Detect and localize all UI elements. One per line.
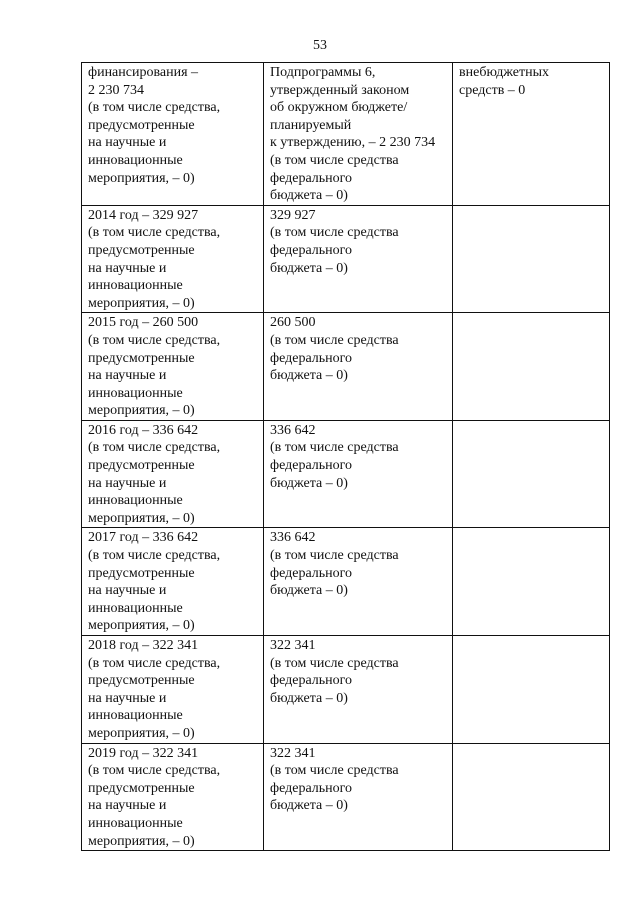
cell-text-line: мероприятия, – 0) <box>88 403 195 419</box>
table-row <box>82 528 610 636</box>
cell-text-line: бюджета – 0) <box>270 188 348 204</box>
cell-text-line: на научные и <box>88 135 167 151</box>
table-cell-col1 <box>82 313 264 421</box>
cell-text-line: 260 500 <box>270 315 316 331</box>
cell-text-line: (в том числе средства <box>270 763 399 779</box>
cell-text-line: бюджета – 0) <box>270 690 348 706</box>
table-cell-col2 <box>264 636 453 744</box>
cell-text-line: средств – 0 <box>459 82 526 98</box>
table-cell-col3 <box>453 636 610 744</box>
cell-text-line: (в том числе средства, <box>88 655 221 671</box>
table-cell-col3 <box>453 313 610 421</box>
cell-text-line: 329 927 <box>270 207 316 223</box>
cell-text-line: федерального <box>270 458 353 474</box>
cell-text-line: на научные и <box>88 690 167 706</box>
cell-text-line: мероприятия, – 0) <box>88 725 195 741</box>
table-cell-col3 <box>453 205 610 313</box>
table-cell-col1 <box>82 205 264 313</box>
table-cell-col1 <box>82 743 264 851</box>
cell-text-line: мероприятия, – 0) <box>88 618 195 634</box>
cell-text-line: предусмотренные <box>88 242 195 258</box>
table-row <box>82 636 610 744</box>
cell-text-line: инновационные <box>88 385 183 401</box>
table-cell-col2 <box>264 205 453 313</box>
cell-text-line: (в том числе средства, <box>88 763 221 779</box>
cell-text-line: 336 642 <box>270 422 316 438</box>
table-cell-col3 <box>453 420 610 528</box>
cell-text-line: (в том числе средства <box>270 440 399 456</box>
cell-text-line: мероприятия, – 0) <box>88 295 195 311</box>
cell-text-line: бюджета – 0) <box>270 260 348 276</box>
cell-text-line: на научные и <box>88 475 167 491</box>
cell-text-line: 336 642 <box>270 530 316 546</box>
cell-text-line: федерального <box>270 780 353 796</box>
cell-text-line: (в том числе средства, <box>88 100 221 116</box>
cell-text-line: (в том числе средства, <box>88 225 221 241</box>
cell-text-line: предусмотренные <box>88 117 195 133</box>
cell-text-line: 2019 год – 322 341 <box>88 745 199 761</box>
table-cell-col2 <box>264 420 453 528</box>
cell-text-line: инновационные <box>88 600 183 616</box>
table-cell-col2 <box>264 313 453 421</box>
cell-text-line: бюджета – 0) <box>270 475 348 491</box>
table-cell-col2 <box>264 528 453 636</box>
table-row <box>82 205 610 313</box>
table-cell-col2 <box>264 63 453 206</box>
page-number: 53 <box>313 38 327 53</box>
table-row <box>82 313 610 421</box>
cell-text-line: инновационные <box>88 493 183 509</box>
table-row <box>82 420 610 528</box>
financing-table-body <box>82 63 610 851</box>
cell-text-line: инновационные <box>88 152 183 168</box>
cell-text-line: федерального <box>270 673 353 689</box>
table-row <box>82 63 610 206</box>
cell-text-line: предусмотренные <box>88 458 195 474</box>
cell-text-line: предусмотренные <box>88 350 195 366</box>
cell-text-line: об окружном бюджете/ <box>270 100 408 116</box>
cell-text-line: 2016 год – 336 642 <box>88 422 199 438</box>
cell-text-line: инновационные <box>88 278 183 294</box>
cell-text-line: (в том числе средства <box>270 548 399 564</box>
cell-text-line: (в том числе средства <box>270 152 399 168</box>
table-cell-col1 <box>82 636 264 744</box>
cell-text-line: бюджета – 0) <box>270 798 348 814</box>
cell-text-line: предусмотренные <box>88 780 195 796</box>
cell-text-line: к утверждению, – 2 230 734 <box>270 135 436 151</box>
cell-text-line: 322 341 <box>270 745 316 761</box>
cell-text-line: 2017 год – 336 642 <box>88 530 199 546</box>
cell-text-line: инновационные <box>88 708 183 724</box>
cell-text-line: на научные и <box>88 798 167 814</box>
cell-text-line: Подпрограммы 6, <box>270 65 376 80</box>
table-cell-col3 <box>453 63 610 206</box>
cell-text-line: федерального <box>270 350 353 366</box>
table-cell-col2 <box>264 743 453 851</box>
cell-text-line: мероприятия, – 0) <box>88 170 195 186</box>
cell-text-line: на научные и <box>88 368 167 384</box>
table-cell-col1 <box>82 420 264 528</box>
cell-text-line: мероприятия, – 0) <box>88 510 195 526</box>
cell-text-line: бюджета – 0) <box>270 368 348 384</box>
table-cell-col3 <box>453 743 610 851</box>
cell-text-line: 2 230 734 <box>88 82 144 98</box>
table-cell-col1 <box>82 528 264 636</box>
cell-text-line: федерального <box>270 242 353 258</box>
cell-text-line: 2014 год – 329 927 <box>88 207 199 223</box>
cell-text-line: предусмотренные <box>88 565 195 581</box>
table-row <box>82 743 610 851</box>
cell-text-line: внебюджетных <box>459 65 550 80</box>
cell-text-line: федерального <box>270 565 353 581</box>
cell-text-line: 2015 год – 260 500 <box>88 315 199 331</box>
cell-text-line: (в том числе средства <box>270 225 399 241</box>
financing-table <box>81 62 610 851</box>
cell-text-line: 322 341 <box>270 638 316 653</box>
cell-text-line: (в том числе средства, <box>88 332 221 348</box>
cell-text-line: планируемый <box>270 117 352 133</box>
cell-text-line: федерального <box>270 170 353 186</box>
cell-text-line: (в том числе средства, <box>88 440 221 456</box>
cell-text-line: финансирования – <box>88 65 199 80</box>
table-cell-col3 <box>453 528 610 636</box>
table-cell-col1 <box>82 63 264 206</box>
cell-text-line: мероприятия, – 0) <box>88 833 195 849</box>
cell-text-line: (в том числе средства <box>270 655 399 671</box>
cell-text-line: бюджета – 0) <box>270 583 348 599</box>
cell-text-line: (в том числе средства, <box>88 548 221 564</box>
cell-text-line: предусмотренные <box>88 673 195 689</box>
cell-text-line: (в том числе средства <box>270 332 399 348</box>
cell-text-line: 2018 год – 322 341 <box>88 638 199 653</box>
cell-text-line: на научные и <box>88 260 167 276</box>
cell-text-line: утвержденный законом <box>270 82 410 98</box>
cell-text-line: на научные и <box>88 583 167 599</box>
cell-text-line: инновационные <box>88 815 183 831</box>
